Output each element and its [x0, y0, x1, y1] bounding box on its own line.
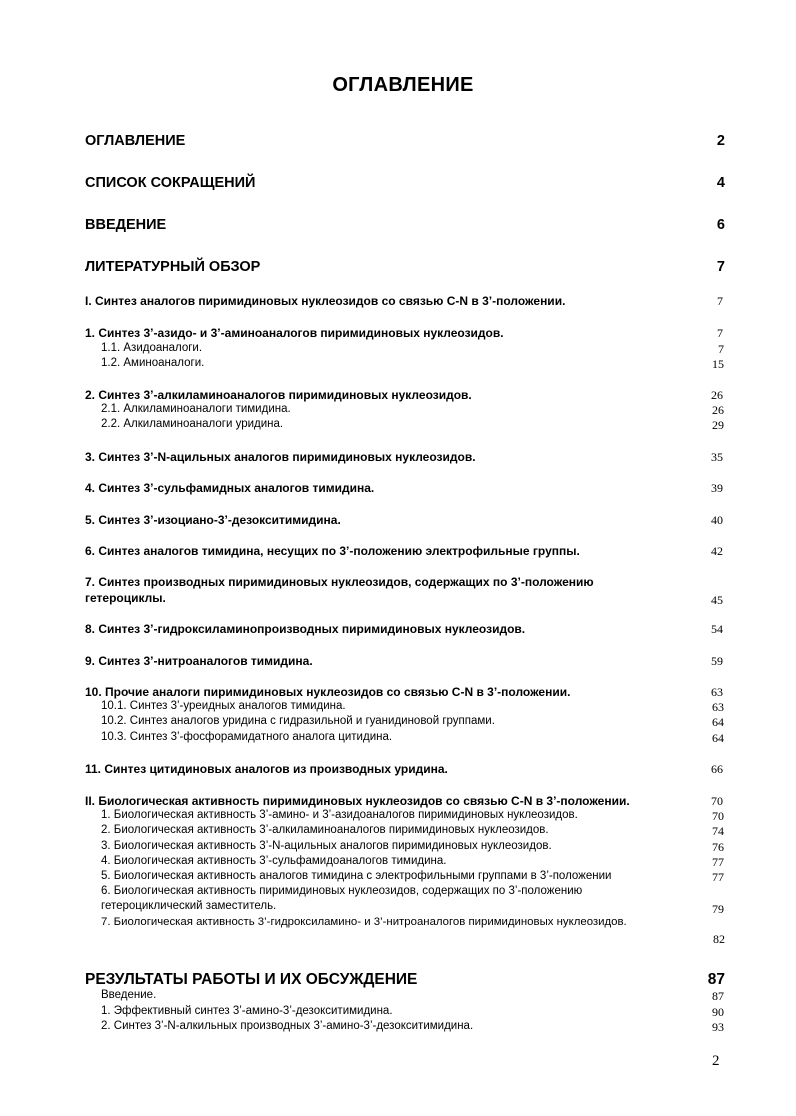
- entry-page: 93: [712, 1020, 724, 1034]
- entry-title: 9. Синтез 3’-нитроаналогов тимидина.: [85, 654, 313, 668]
- entry-page: 42: [711, 544, 723, 558]
- entry-page: 87: [707, 971, 725, 988]
- entry-page: 35: [711, 450, 723, 464]
- entry-page: 70: [712, 809, 724, 823]
- entry-title: 4. Биологическая активность 3’-сульфамидоаналогов тимидина.: [101, 855, 447, 867]
- entry-title: 7. Синтез производных пиримидиновых нуклеозидов, содержащих по 3’-положению: [85, 575, 594, 589]
- entry-page: 63: [711, 685, 723, 699]
- entry-page: 7: [717, 326, 723, 340]
- entry-title: 1. Биологическая активность 3’-амино- и 3’-азидоаналогов пиримидиновых нуклеозидов.: [101, 809, 578, 821]
- entry-page: 59: [711, 654, 723, 668]
- entry-title: 10.3. Синтез 3’-фосфорамидатного аналога цитидина.: [101, 731, 393, 743]
- entry-title: 3. Биологическая активность 3’-N-ацильных аналогов пиримидиновых нуклеозидов.: [101, 840, 552, 852]
- entry-page: 54: [711, 622, 723, 636]
- entry-title: 11. Синтез цитидиновых аналогов из производных уридина.: [85, 762, 448, 776]
- entry-title: 7. Биологическая активность 3’-гидроксиламино- и 3’-нитроаналогов пиримидиновых нуклеозидов.: [101, 916, 627, 928]
- entry-title: СПИСОК СОКРАЩЕНИЙ: [85, 175, 256, 191]
- entry-page: 4: [716, 175, 725, 191]
- entry-page: 77: [712, 870, 724, 884]
- entry-title: 6. Биологическая активность пиримидиновых нуклеозидов, содержащих по 3’-положению: [101, 885, 583, 897]
- entry-page: 74: [712, 824, 724, 838]
- entry-title: 6. Синтез аналогов тимидина, несущих по 3’-положению электрофильные группы.: [85, 544, 580, 558]
- entry-title: 4. Синтез 3’-сульфамидных аналогов тимидина.: [85, 481, 375, 495]
- entry-title: II. Биологическая активность пиримидиновых нуклеозидов со связью C-N в 3’-положении.: [85, 794, 630, 808]
- entry-title: 10.1. Синтез 3’-уреидных аналогов тимидина.: [101, 700, 346, 712]
- entry-title: 10. Прочие аналоги пиримидиновых нуклеозидов со связью C-N в 3’-положении.: [85, 685, 571, 699]
- entry-title: 1. Синтез 3’-азидо- и 3’-аминоаналогов пиримидиновых нуклеозидов.: [85, 326, 504, 340]
- entry-title: 10.2. Синтез аналогов уридина с гидразильной и гуанидиновой группами.: [101, 715, 495, 727]
- entry-title: гетероциклический заместитель.: [101, 900, 277, 912]
- entry-page: 39: [711, 481, 723, 495]
- entry-page: 90: [712, 1005, 724, 1019]
- entry-title: 1.1. Азидоаналоги.: [101, 342, 203, 354]
- entry-page: 64: [712, 731, 724, 745]
- entry-title: 3. Синтез 3’-N-ацильных аналогов пиримидиновых нуклеозидов.: [85, 450, 476, 464]
- entry-page: 7: [716, 259, 725, 275]
- page-title: ОГЛАВЛЕНИЕ: [332, 74, 474, 96]
- entry-page: 76: [712, 840, 724, 854]
- entry-page: 15: [712, 357, 724, 371]
- entry-title: 2.2. Алкиламиноаналоги уридина.: [101, 418, 284, 430]
- entry-title: 5. Синтез 3’-изоциано-3’-дезокситимидина.: [85, 513, 341, 527]
- entry-title: 5. Биологическая активность аналогов тимидина с электрофильными группами в 3’-положении: [101, 870, 612, 882]
- entry-title: 2. Синтез 3’-N-алкильных производных 3’-амино-3’-дезокситимидина.: [101, 1020, 474, 1032]
- entry-page: 7: [717, 294, 723, 308]
- entry-page: 29: [712, 418, 724, 432]
- entry-page: 87: [712, 989, 724, 1003]
- entry-title: РЕЗУЛЬТАТЫ РАБОТЫ И ИХ ОБСУЖДЕНИЕ: [85, 971, 418, 988]
- entry-title: ЛИТЕРАТУРНЫЙ ОБЗОР: [85, 259, 261, 275]
- entry-title: 1. Эффективный синтез 3’-амино-3’-дезокситимидина.: [101, 1005, 393, 1017]
- entry-page: 64: [712, 715, 724, 729]
- entry-page: 2: [716, 133, 725, 149]
- entry-page: 26: [711, 388, 723, 402]
- entry-page: 45: [711, 593, 723, 607]
- entry-page: 7: [718, 342, 724, 356]
- entry-title: Введение.: [101, 989, 157, 1001]
- entry-title: 1.2. Аминоаналоги.: [101, 357, 205, 369]
- entry-title: I. Синтез аналогов пиримидиновых нуклеозидов со связью C-N в 3’-положении.: [85, 294, 566, 308]
- entry-title: 2. Биологическая активность 3’-алкиламиноаналогов пиримидиновых нуклеозидов.: [101, 824, 549, 836]
- entry-page: 63: [712, 700, 724, 714]
- entry-title: 8. Синтез 3’-гидроксиламинопроизводных пиримидиновых нуклеозидов.: [85, 622, 526, 636]
- entry-page: 26: [712, 403, 724, 417]
- entry-title: гетероциклы.: [85, 591, 166, 605]
- page-number: 2: [712, 1053, 720, 1069]
- entry-title: ОГЛАВЛЕНИЕ: [85, 133, 186, 149]
- entry-page: 70: [711, 794, 723, 808]
- entry-page: 79: [712, 902, 724, 916]
- entry-page: 6: [716, 217, 725, 233]
- entry-page: 82: [713, 932, 725, 946]
- entry-page: 66: [711, 762, 723, 776]
- entry-title: ВВЕДЕНИЕ: [85, 217, 167, 233]
- entry-title: 2. Синтез 3’-алкиламиноаналогов пиримидиновых нуклеозидов.: [85, 388, 472, 402]
- entry-page: 40: [711, 513, 723, 527]
- entry-title: 2.1. Алкиламиноаналоги тимидина.: [101, 403, 291, 415]
- entry-page: 77: [712, 855, 724, 869]
